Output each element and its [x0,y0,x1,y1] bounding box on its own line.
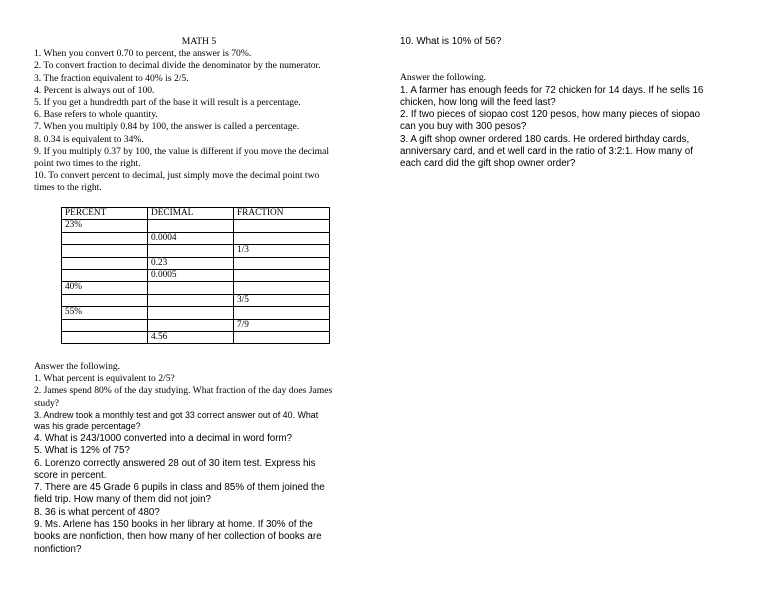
table-cell: 1/3 [234,245,330,257]
table-row [62,307,330,319]
table-cell [234,257,330,269]
question-line: 7. There are 45 Grade 6 pupils in class and 85% of them joined the [34,482,325,494]
table-row [62,294,330,306]
statement: 6. Base refers to whole quantity. [34,109,158,121]
table-cell [148,307,234,319]
table-row [62,257,330,269]
right-column [400,36,760,171]
page-title: MATH 5 [181,36,217,47]
header-fraction: FRACTION [234,208,330,220]
table-cell [234,331,330,343]
table-cell [62,257,148,269]
question-line: 4. What is 243/1000 converted into a decimal in word form? [34,433,293,444]
table-row [62,331,330,343]
question-line: 9. Ms. Arlene has 150 books in her library at home. If 30% of the [34,519,313,531]
statement: 10. To convert percent to decimal, just simply move the decimal point two [34,170,320,182]
table-cell: 7/9 [234,319,330,331]
statement: 1. When you convert 0.70 to percent, the answer is 70%. [34,48,252,60]
statement: times to the right. [34,182,102,194]
spacer [400,48,760,60]
table-cell [234,232,330,244]
question-line: each card did the gift shop owner order? [400,158,576,170]
question-line: 6. Lorenzo correctly answered 28 out of 30 item test. Express his [34,457,316,469]
table-cell [62,331,148,343]
table-cell [62,245,148,257]
statement: 3. The fraction equivalent to 40% is 2/5. [34,72,189,84]
table-row [62,232,330,244]
question-line: was his grade percentage? [34,421,141,432]
statement: 4. Percent is always out of 100. [34,84,155,96]
table-cell: 55% [62,307,148,319]
table-cell: 4.56 [148,331,234,343]
statement: 9. If you multiply 0.37 by 100, the value is different if you move the decimal [34,145,330,157]
statement: 2. To convert fraction to decimal divide the denominator by the numerator. [34,60,321,72]
left-column [34,36,364,195]
table-cell [62,319,148,331]
table-row [62,245,330,257]
question-line: 1. A farmer has enough feeds for 72 chicken for 14 days. If he sells 16 [400,84,704,96]
question-line: 3. A gift shop owner ordered 180 cards. He ordered birthday cards, [400,133,690,145]
table-cell [62,269,148,281]
table-cell [62,232,148,244]
question-line: 10. What is 10% of 56? [400,36,502,47]
table-cell [148,245,234,257]
table-cell [234,269,330,281]
spacer [400,60,760,72]
section-heading: Answer the following. [34,361,121,372]
question-line: field trip. How many of them did not join? [34,494,211,506]
table-cell [234,282,330,294]
left-questions [34,361,364,556]
table-cell [148,282,234,294]
statement: point two times to the right. [34,158,141,170]
question-line: 5. What is 12% of 75? [34,445,130,457]
table-cell [148,294,234,306]
statement: 8. 0.34 is equivalent to 34%. [34,133,144,145]
table-row [62,269,330,281]
table-row [62,319,330,331]
statement: 5. If you get a hundredth part of the base it will result is a percentage. [34,97,301,109]
question-line: nonfiction? [34,543,82,555]
table-cell [148,220,234,232]
table-cell: 0.0005 [148,269,234,281]
table-cell: 23% [62,220,148,232]
table-cell: 0.0004 [148,232,234,244]
table-cell: 40% [62,282,148,294]
question-line: 8. 36 is what percent of 480? [34,506,160,518]
question-line: chicken, how long will the feed last? [400,96,556,108]
question-line: 3. Andrew took a monthly test and got 33 correct answer out of 40. What [34,409,319,420]
conversion-table [61,207,330,344]
table-cell [234,220,330,232]
question-line: books are nonfiction, then how many of her collection of books are [34,531,322,543]
header-decimal: DECIMAL [148,208,234,220]
header-percent: PERCENT [62,208,148,220]
table-row [62,220,330,232]
statement: 7. When you multiply 0.84 by 100, the answer is called a percentage. [34,121,300,133]
question-line: score in percent. [34,469,107,481]
table-cell: 0.23 [148,257,234,269]
question-line: 2. If two pieces of siopao cost 120 pesos, how many pieces of siopao [400,109,701,121]
table-cell [234,307,330,319]
question-line: 1. What percent is equivalent to 2/5? [34,373,175,385]
table-row [62,282,330,294]
table-cell: 3/5 [234,294,330,306]
section-heading: Answer the following. [400,72,487,84]
question-line: anniversary card, and et well card in the ratio of 3:2:1. How many of [400,145,693,157]
table-header-row [62,208,330,220]
question-line: study? [34,397,60,409]
table-cell [148,319,234,331]
table-cell [62,294,148,306]
question-line: can you buy with 300 pesos? [400,121,527,133]
question-line: 2. James spend 80% of the day studying. What fraction of the day does James [34,385,333,397]
